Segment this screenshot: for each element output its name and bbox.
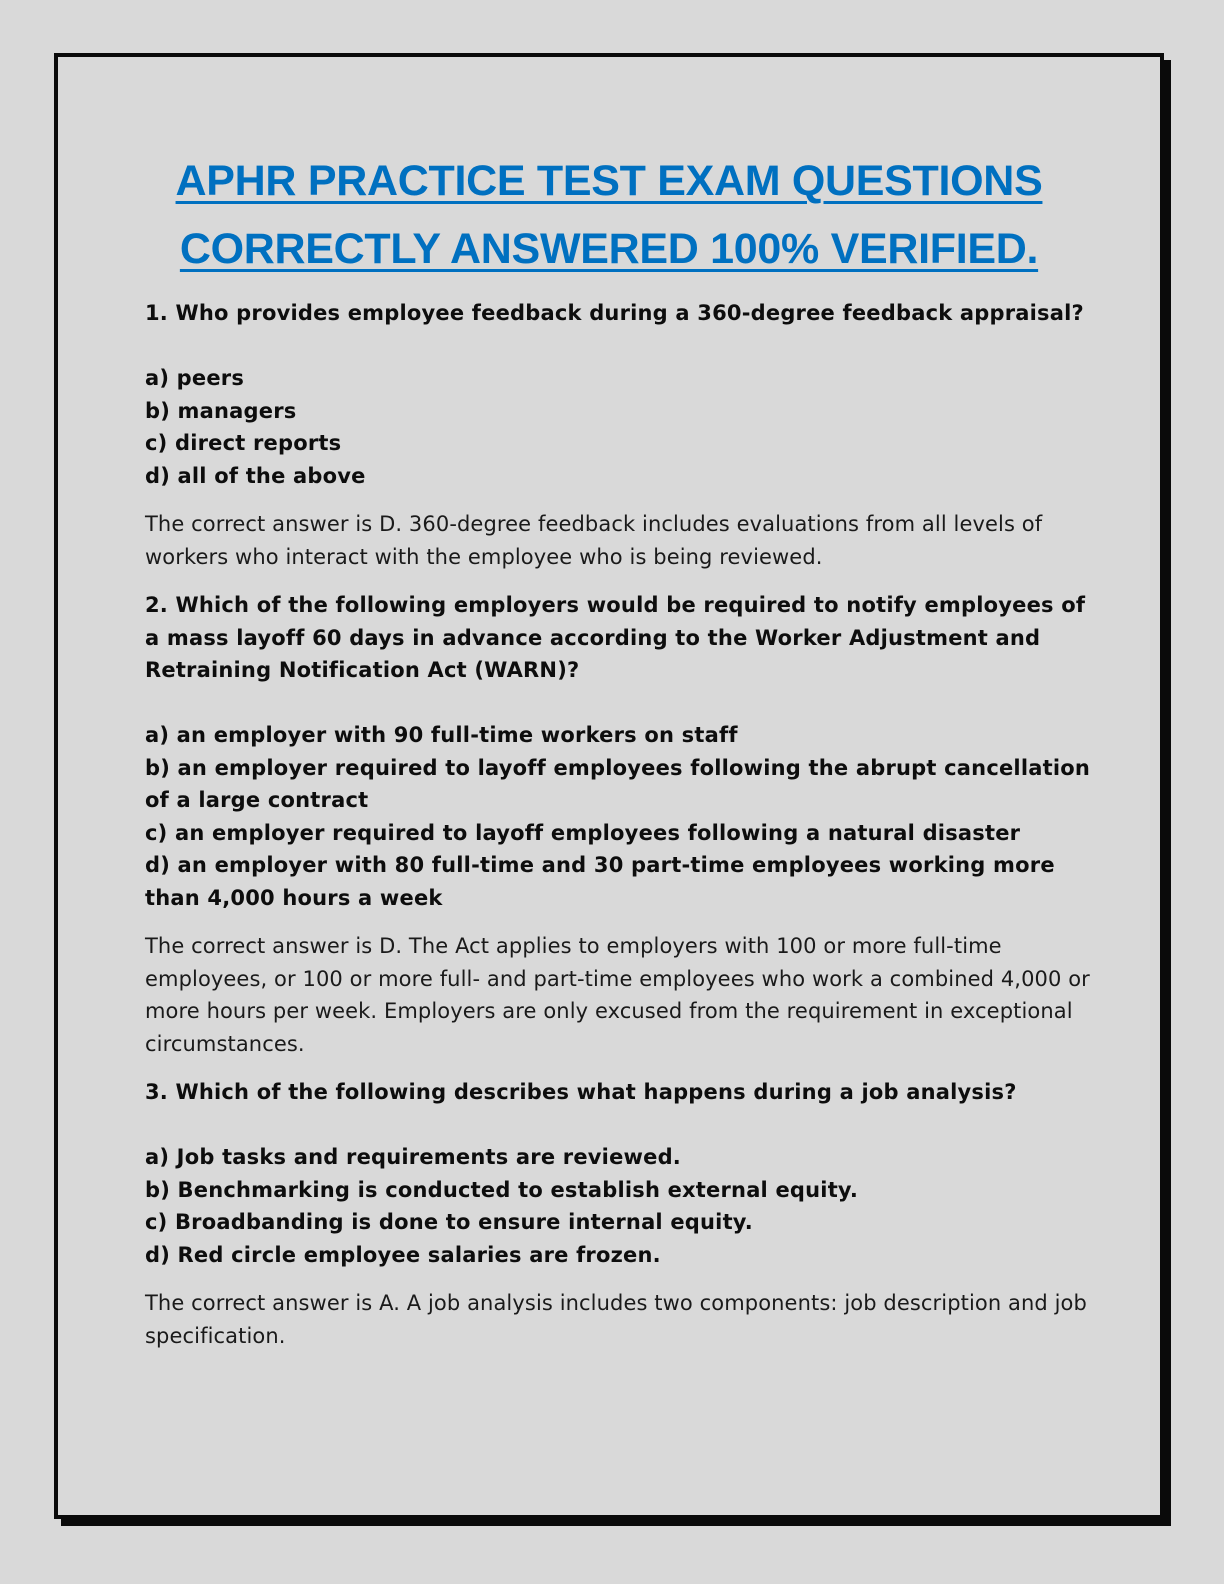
options-list <box>145 362 1105 492</box>
option-b: b) managers <box>145 398 297 423</box>
question-block-3 <box>145 1076 1105 1352</box>
answer-explanation: The correct answer is A. A job analysis includes two components: job description and job specification. <box>145 1291 1087 1348</box>
options-list <box>145 719 1105 914</box>
option-a: a) an employer with 90 full-time workers on staff <box>145 723 738 747</box>
option-b: b) an employer required to layoff employees following the abrupt cancellation of a large contract <box>145 755 1090 812</box>
question-text: 2. Which of the following employers would be required to notify employees of a mass layoff 60 days in advance according to the Worker Adjustment and Retraining Notification Act (WARN)? <box>145 593 1086 682</box>
title-line-2: CORRECTLY ANSWERED 100% VERIFIED. <box>179 225 1039 273</box>
title-line-1: APHR PRACTICE TEST EXAM QUESTIONS <box>175 157 1043 205</box>
question-text: 3. Which of the following describes what happens during a job analysis? <box>145 1080 1017 1104</box>
option-c: c) an employer required to layoff employees following a natural disaster <box>145 820 1021 845</box>
option-c: c) direct reports <box>145 431 342 455</box>
option-a: a) peers <box>145 366 245 390</box>
answer-explanation: The correct answer is D. 360-degree feedback includes evaluations from all levels of workers who interact with the employee who is being reviewed. <box>145 512 1043 569</box>
options-list <box>145 1141 1105 1271</box>
option-d: d) all of the above <box>145 463 366 488</box>
question-block-2 <box>145 589 1105 1060</box>
answer-explanation: The correct answer is D. The Act applies to employers with 100 or more full-time employees, or 100 or more full- and part-time employees who work a combined 4,000 or more hours per week. Employers are only excused from the requirement in exceptional circumstances. <box>145 934 1090 1056</box>
question-text: 1. Who provides employee feedback during a 360-degree feedback appraisal? <box>145 301 1084 325</box>
option-d: d) Red circle employee salaries are frozen. <box>145 1242 661 1267</box>
option-b: b) Benchmarking is conducted to establish external equity. <box>145 1177 859 1202</box>
option-c: c) Broadbanding is done to ensure internal equity. <box>145 1210 753 1234</box>
page-frame <box>54 53 1164 1519</box>
option-a: a) Job tasks and requirements are reviewed. <box>145 1145 681 1169</box>
option-d: d) an employer with 80 full-time and 30 part-time employees working more than 4,000 hours a week <box>145 853 1055 910</box>
questions-list <box>145 297 1105 1368</box>
document-title <box>58 147 1160 283</box>
question-block-1 <box>145 297 1105 573</box>
